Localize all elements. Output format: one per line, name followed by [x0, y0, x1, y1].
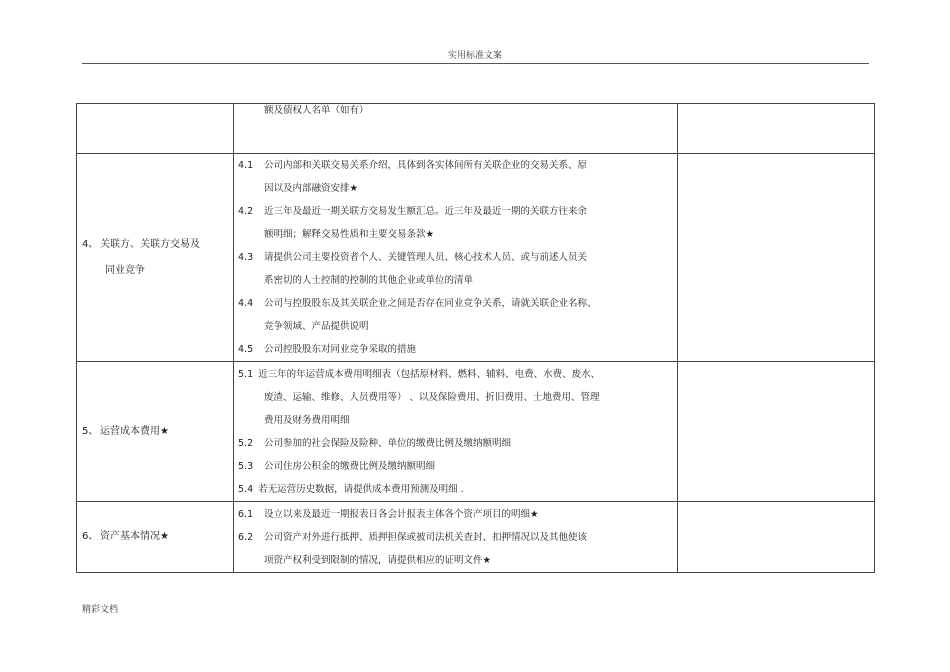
item-text: 近三年的年运营成本费用明细表（包括原材料、燃料、辅料、电费、水费、废水、 [258, 368, 601, 380]
page-footer: 精彩文档 [82, 605, 119, 615]
item-text: 公司资产对外进行抵押、质押担保或被司法机关查封、扣押情况以及其他使该 [264, 531, 588, 543]
list-item [234, 363, 677, 386]
list-item [234, 269, 677, 292]
list-item [234, 223, 677, 246]
item-text: 设立以来及最近一期报表日各会计报表主体各个资产项目的明细★ [264, 508, 539, 520]
list-item [234, 154, 677, 177]
item-text: 因以及内部融资安排★ [264, 183, 359, 194]
item-number: 4.3 [238, 252, 254, 263]
item-text: 废渣、运输、维修、人员费用等） 、以及保险费用、折旧费用、土地费用、管理 [264, 391, 600, 403]
item-text: 竞争领域、产品提供说明 [264, 321, 369, 332]
category-number: 4、 [82, 238, 99, 250]
category-cell [77, 154, 234, 362]
item-text: 公司控股股东对同业竞争采取的措施 [264, 344, 417, 355]
list-item [234, 246, 677, 269]
item-text: 公司与控股股东及其关联企业之间是否存在同业竞争关系，请就关联企业名称、 [264, 298, 597, 309]
item-number: 4.1 [238, 160, 254, 171]
item-text: 请提供公司主要投资者个人、关键管理人员、核心技术人员、或与前述人员关 [264, 252, 588, 263]
page-header-title: 实用标准文案 [447, 51, 502, 61]
item-text: 公司住房公积金的缴费比例及缴纳额明细 [264, 460, 436, 472]
remarks-cell [678, 154, 875, 362]
item-text: 额及债权人名单（如有） [264, 105, 369, 116]
category-cell [77, 502, 234, 573]
list-item [234, 292, 677, 315]
list-item [234, 338, 677, 361]
item-text: 若无运营历史数据，请提供成本费用预测及明细 . [258, 483, 464, 495]
category-cell [77, 104, 234, 154]
item-text: 费用及财务费用明细 [264, 414, 350, 426]
items-cell [234, 362, 678, 502]
category-cell [77, 362, 234, 502]
category-number: 5、 [82, 425, 99, 437]
remarks-cell [678, 104, 875, 154]
items-cell [234, 104, 678, 154]
item-number: 6.1 [238, 508, 254, 520]
remarks-cell [678, 502, 875, 573]
item-text: 额明细；解释交易性质和主要交易条款★ [264, 229, 435, 240]
list-item [234, 549, 677, 572]
category-label: 运营成本费用★ [100, 425, 169, 437]
item-number: 5.1 [238, 368, 254, 380]
table-row [77, 104, 875, 154]
list-item [234, 455, 677, 478]
list-item [234, 478, 677, 501]
items-cell [234, 502, 678, 573]
list-item [234, 104, 677, 126]
item-number: 5.4 [238, 483, 254, 495]
list-item [234, 503, 677, 526]
table-row [77, 362, 875, 502]
category-number: 6、 [82, 531, 99, 542]
item-number: 4.5 [238, 344, 254, 355]
requirements-table [76, 103, 875, 573]
list-item [234, 432, 677, 455]
header-divider [82, 63, 869, 64]
list-item [234, 526, 677, 549]
item-text: 项资产权利受到限制的情况，请提供相应的证明文件★ [264, 554, 492, 566]
category-label: 同业竞争 [105, 264, 145, 276]
category-label: 资产基本情况★ [100, 531, 169, 542]
item-text: 公司内部和关联交易关系介绍，具体到各实体间所有关联企业的交易关系、原 [264, 160, 588, 171]
table-row [77, 502, 875, 573]
item-text: 公司参加的社会保险及险种、单位的缴费比例及缴纳额明细 [264, 437, 512, 449]
item-text: 近三年及最近一期关联方交易发生额汇总。近三年及最近一期的关联方往来余 [264, 206, 588, 217]
list-item [234, 386, 677, 409]
item-number: 6.2 [238, 531, 254, 543]
item-number: 5.3 [238, 460, 254, 472]
list-item [234, 409, 677, 432]
item-number: 4.2 [238, 206, 254, 217]
table-row [77, 154, 875, 362]
category-label: 关联方、关联方交易及 [100, 238, 200, 250]
item-number: 5.2 [238, 437, 254, 449]
item-number: 4.4 [238, 298, 254, 309]
remarks-cell [678, 362, 875, 502]
list-item [234, 315, 677, 338]
item-text: 系密切的人士控制的控制的其他企业或单位的清单 [264, 275, 474, 286]
items-cell [234, 154, 678, 362]
list-item [234, 177, 677, 200]
list-item [234, 200, 677, 223]
